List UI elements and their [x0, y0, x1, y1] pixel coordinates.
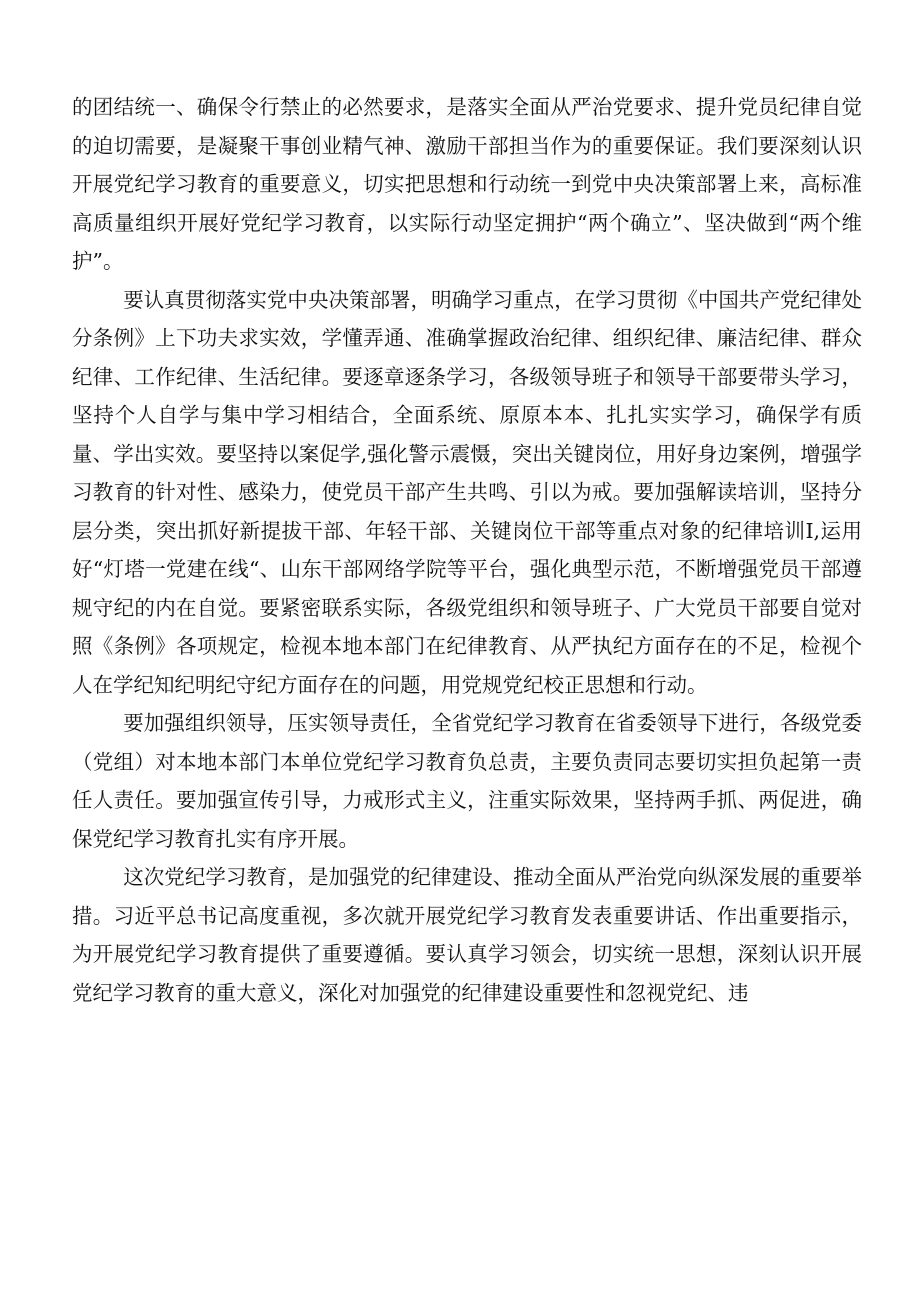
document-page [72, 88, 862, 1012]
paragraph-education-significance: 这次党纪学习教育，是加强党的纪律建设、推动全面从严治党向纵深发展的重要举措。习近平总书记高度重视，多次就开展党纪学习教育发表重要讲话、作出重要指示，为开展党纪学习教育提供了重要遵循。要认真学习领会，切实统一思想，深刻认识开展党纪学习教育的重大意义，深化对加强党的纪律建设重要性和忽视党纪、违 [72, 865, 862, 1005]
paragraph-continuation: 的团结统一、确保令行禁止的必然要求，是落实全面从严治党要求、提升党员纪律自觉的迫切需要，是凝聚干事创业精气神、激励干部担当作为的重要保证。我们要深刻认识开展党纪学习教育的重要意义，切实把思想和行动统一到党中央决策部署上来，高标准高质量组织开展好党纪学习教育，以实际行动坚定拥护“两个确立”、坚决做到“两个维护”。 [72, 95, 862, 273]
paragraph-study-focus: 要认真贯彻落实党中央决策部署，明确学习重点，在学习贯彻《中国共产党纪律处分条例》上下功夫求实效，学懂弄通、准确掌握政治纪律、组织纪律、廉洁纪律、群众纪律、工作纪律、生活纪律。要逐章逐条学习，各级领导班子和领导干部要带头学习，坚持个人自学与集中学习相结合，全面系统、原原本本、扎扎实实学习，确保学有质量、学出实效。要坚持以案促学,强化警示震慑，突出关键岗位，用好身边案例，增强学习教育的针对性、感染力，使党员干部产生共鸣、引以为戒。要加强解读培训，坚持分层分类，突出抓好新提拔干部、年轻干部、关键岗位干部等重点对象的纪律培训I,运用好“灯塔一党建在线“、山东干部网络学院等平台，强化典型示范，不断增强党员干部遵规守纪的内在自觉。要紧密联系实际，各级党组织和领导班子、广大党员干部要自觉对照《条例》各项规定，检视本地本部门在纪律教育、从严执纪方面存在的不足，检视个人在学纪知纪明纪守纪方面存在的问题，用党规党纪校正思想和行动。 [72, 287, 862, 697]
paragraph-organization-leadership: 要加强组织领导，压实领导责任，全省党纪学习教育在省委领导下进行，各级党委（党组）对本地本部门本单位党纪学习教育负总责，主要负责同志要切实担负起第一责任人责任。要加强宣传引导，力戒形式主义，注重实际效果，坚持两手抓、两促进，确保党纪学习教育扎实有序开展。 [72, 711, 862, 851]
